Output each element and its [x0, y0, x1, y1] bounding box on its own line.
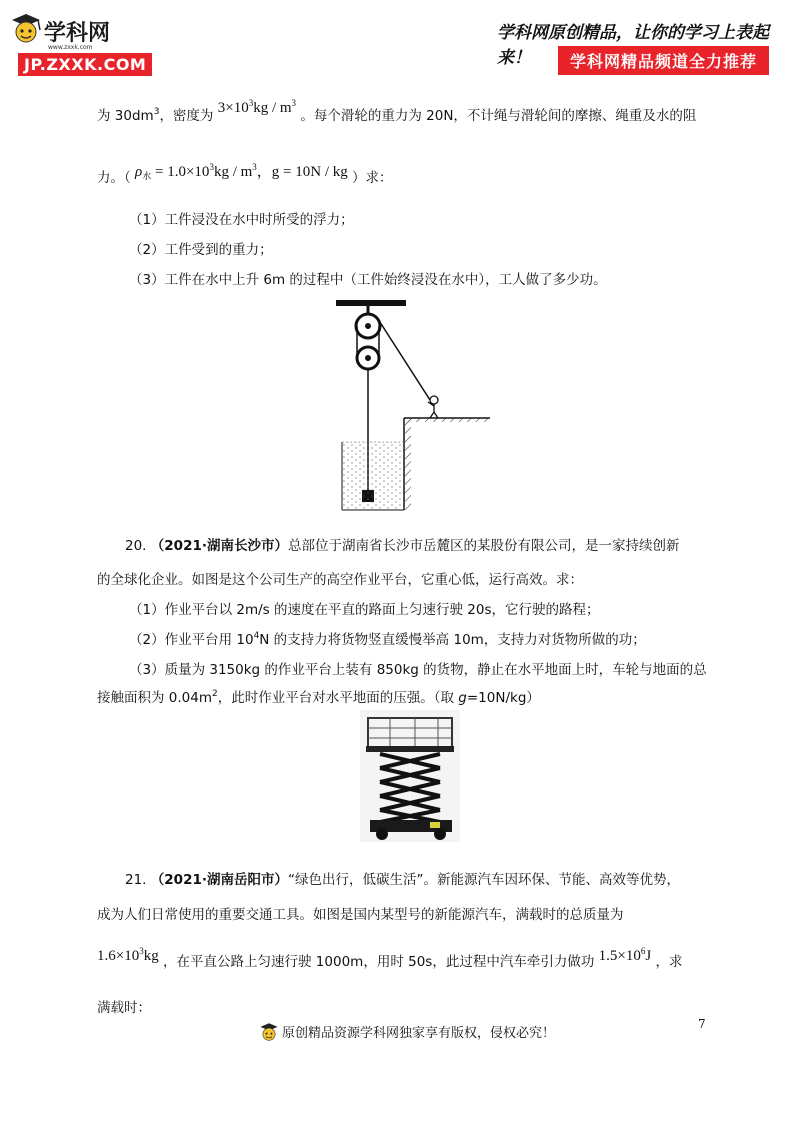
q21-line-4: 满载时： [97, 1000, 151, 1016]
logo-site: www.zxxk.com [48, 44, 93, 51]
header [0, 0, 800, 80]
q20-item-2: （2）作业平台用 $10^4N$ 的支持力将货物竖直缓慢举高 10m，支持力对货物所做的功； [129, 631, 646, 648]
q20-item-1: （1）作业平台以 2m/s 的速度在平直的路面上匀速行驶 20s，它行驶的路程； [129, 602, 600, 618]
ceiling-beam [336, 300, 406, 306]
q20-item-3-cont: 接触面积为 $0.04m^2$，此时作业平台对水平地面的压强。（取 g=10N/kg） [97, 689, 540, 706]
q21-line-1: 21. （2021·湖南岳阳市）“绿色出行，低碳生活”。新能源汽车因环保、节能、高效等优势， [125, 872, 680, 888]
q21-number: 21. [125, 872, 147, 888]
channel-banner: 学科网精品频道全力推荐 [558, 46, 769, 75]
q21-line-3: $1.6\times 10^3kg$ ，在平直公路上匀速行驶 1000m，用时 50s，此过程中汽车牵引力做功 $1.5\times 10^6J$ ，求 [97, 946, 683, 970]
mascot-icon [8, 10, 44, 54]
q19-item-2: （2）工件受到的重力； [129, 242, 273, 258]
pulley-diagram [330, 296, 495, 518]
slogan: 学科网原创精品，让你的学习上表起来！ [497, 23, 769, 68]
q20-source: （2021·湖南长沙市） [150, 538, 288, 554]
q19-item-1: （1）工件浸没在水中时所受的浮力； [129, 212, 354, 228]
footer-copyright: 原创精品资源学科网独家享有版权，侵权必究！ [282, 1026, 556, 1041]
q20-line-2: 的全球化企业。如图是这个公司生产的高空作业平台，它重心低，运行高效。求： [97, 572, 583, 588]
aerial-work-platform-image [360, 710, 460, 842]
q19-line-1: 为 $30dm^3$，密度为 $3\times 10^3kg / m^3$ 。每个滑轮的重力为 20N，不计绳与滑轮间的摩擦、绳重及水的阻 [97, 98, 697, 124]
q19-item-3: （3）工件在水中上升 6m 的过程中（工件始终浸没在水中），工人做了多少功。 [129, 272, 607, 288]
q21-source: （2021·湖南岳阳市） [150, 872, 288, 888]
q21-line-2: 成为人们日常使用的重要交通工具。如图是国内某型号的新能源汽车，满载时的总质量为 [97, 907, 624, 923]
water-tank [342, 442, 404, 510]
q20-item-3: （3）质量为 3150kg 的作业平台上装有 850kg 的货物，静止在水平地面上时，车轮与地面的总 [129, 662, 707, 678]
logo-url[interactable]: JP.ZXXK.COM [18, 53, 152, 76]
page-number: 7 [698, 1017, 706, 1031]
worker [430, 396, 438, 404]
logo-name: 学科网 [44, 21, 111, 46]
q19-line-2: 力。（ $\rho_水 = 1.0\times 10^3kg / m^3$，g = 10N / kg ）求： [97, 162, 393, 186]
q20-number: 20. [125, 538, 147, 554]
q20-line-1: 20. （2021·湖南长沙市）总部位于湖南省长沙市岳麓区的某股份有限公司，是一家持续创新 [125, 538, 680, 554]
footer-mascot-icon [258, 1020, 280, 1050]
